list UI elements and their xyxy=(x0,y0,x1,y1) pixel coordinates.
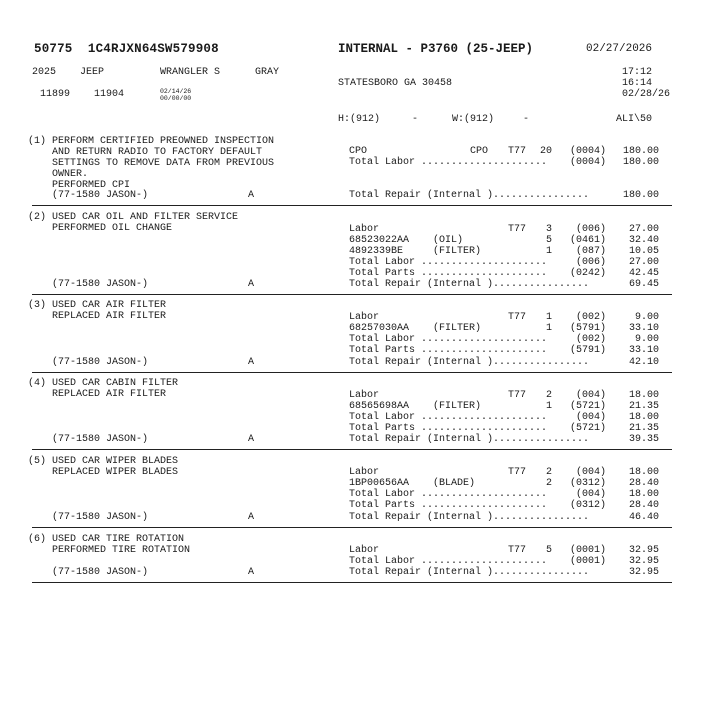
job-description-line: USED CAR CABIN FILTER xyxy=(52,378,179,389)
job-number: (5) xyxy=(28,456,47,467)
line-label: CPO xyxy=(349,146,368,157)
vehicle-make: JEEP xyxy=(80,67,105,78)
line-label: Total Parts ..................... xyxy=(349,268,548,279)
line-label: Labor xyxy=(349,467,380,478)
line-amount: 21.35 xyxy=(628,401,659,412)
section-divider xyxy=(32,294,672,295)
line-code: (0004) xyxy=(569,146,606,157)
line-description: (BLADE) xyxy=(433,478,476,489)
job-description-line: USED CAR TIRE ROTATION xyxy=(52,534,185,545)
job-description-line: REPLACED AIR FILTER xyxy=(52,389,167,400)
line-tech-code: T77 xyxy=(508,545,527,556)
line-label: Total Parts ..................... xyxy=(349,500,548,511)
line-code: (004) xyxy=(575,412,606,423)
line-amount: 33.10 xyxy=(628,345,659,356)
line-quantity: 2 xyxy=(545,478,552,489)
job-description-line: PERFORMED TIRE ROTATION xyxy=(52,545,191,556)
line-quantity: 3 xyxy=(545,224,552,235)
line-amount: 33.10 xyxy=(628,323,659,334)
line-quantity: 2 xyxy=(545,390,552,401)
line-amount: 180.00 xyxy=(622,146,659,157)
line-code: (0001) xyxy=(569,556,606,567)
line-amount: 27.00 xyxy=(628,224,659,235)
line-code: (006) xyxy=(575,224,606,235)
job-description-line: REPLACED AIR FILTER xyxy=(52,311,167,322)
home-phone-dash: - xyxy=(412,114,419,125)
job-technician: (77-1580 JASON-) xyxy=(52,434,149,445)
line-label: Total Parts ..................... xyxy=(349,423,548,434)
job-description-line: OWNER. xyxy=(52,169,89,180)
job-description-line: REPLACED WIPER BLADES xyxy=(52,467,179,478)
job-technician: (77-1580 JASON-) xyxy=(52,357,149,368)
line-label: 68565698AA xyxy=(349,401,410,412)
line-tech-code: T77 xyxy=(508,467,527,478)
job-technician: (77-1580 JASON-) xyxy=(52,567,149,578)
line-quantity: 5 xyxy=(545,235,552,246)
job-number: (3) xyxy=(28,300,47,311)
vin-line: 50775 1C4RJXN64SW579908 xyxy=(34,42,219,56)
line-code: (5721) xyxy=(569,401,606,412)
in-service-date: 02/14/26 xyxy=(160,88,192,95)
line-code: (002) xyxy=(575,312,606,323)
work-phone-dash: - xyxy=(523,114,530,125)
job-grade: A xyxy=(248,190,255,201)
customer-city: STATESBORO GA 30458 xyxy=(338,78,453,89)
line-amount: 18.00 xyxy=(628,489,659,500)
job-number: (1) xyxy=(28,136,47,147)
job-number: (6) xyxy=(28,534,47,545)
job-description-line: PERFORM CERTIFIED PREOWNED INSPECTION xyxy=(52,136,275,147)
line-tech-code: T77 xyxy=(508,390,527,401)
line-label: Total Labor ..................... xyxy=(349,412,548,423)
line-amount: 32.95 xyxy=(628,556,659,567)
section-divider xyxy=(32,449,672,450)
line-code: (087) xyxy=(575,246,606,257)
order-date: 02/27/2026 xyxy=(586,43,653,55)
job-description-line: PERFORMED OIL CHANGE xyxy=(52,223,173,234)
total-repair-label: Total Repair (Internal )................ xyxy=(349,567,590,578)
line-quantity: 2 xyxy=(545,467,552,478)
line-amount: 42.45 xyxy=(628,268,659,279)
line-code: (006) xyxy=(575,257,606,268)
line-amount: 28.40 xyxy=(628,478,659,489)
section-divider xyxy=(32,582,672,583)
line-amount: 18.00 xyxy=(628,390,659,401)
home-phone: H:(912) xyxy=(338,114,381,125)
line-label: 68257030AA xyxy=(349,323,410,334)
delivery-date: 00/00/00 xyxy=(160,95,192,102)
job-technician: (77-1580 JASON-) xyxy=(52,512,149,523)
job-grade: A xyxy=(248,434,255,445)
total-repair-amount: 39.35 xyxy=(628,434,659,445)
section-divider xyxy=(32,527,672,528)
job-description-line: PERFORMED CPI xyxy=(52,180,131,191)
total-repair-amount: 32.95 xyxy=(628,567,659,578)
line-amount: 32.95 xyxy=(628,545,659,556)
line-code: (5721) xyxy=(569,423,606,434)
job-number: (4) xyxy=(28,378,47,389)
job-grade: A xyxy=(248,357,255,368)
line-description: (FILTER) xyxy=(433,323,482,334)
line-tech-code: T77 xyxy=(508,146,527,157)
job-grade: A xyxy=(248,567,255,578)
line-tech-code: T77 xyxy=(508,312,527,323)
line-amount: 18.00 xyxy=(628,467,659,478)
line-label: 68523022AA xyxy=(349,235,410,246)
job-grade: A xyxy=(248,279,255,290)
line-description: (FILTER) xyxy=(433,401,482,412)
job-grade: A xyxy=(248,512,255,523)
vehicle-model: WRANGLER S xyxy=(160,67,221,78)
line-code: (0242) xyxy=(569,268,606,279)
total-repair-label: Total Repair (Internal )................ xyxy=(349,434,590,445)
total-repair-label: Total Repair (Internal )................ xyxy=(349,512,590,523)
line-code: (004) xyxy=(575,467,606,478)
time-open: 17:12 xyxy=(621,67,652,78)
promise-date: 02/28/26 xyxy=(621,89,670,100)
line-label: Labor xyxy=(349,390,380,401)
line-code: (0001) xyxy=(569,545,606,556)
total-repair-label: Total Repair (Internal )................ xyxy=(349,357,590,368)
line-description: (FILTER) xyxy=(433,246,482,257)
line-code: (004) xyxy=(575,489,606,500)
line-quantity: 5 xyxy=(545,545,552,556)
total-repair-label: Total Repair (Internal )................ xyxy=(349,190,590,201)
mileage-in: 11899 xyxy=(40,89,71,100)
line-code: (0004) xyxy=(569,157,606,168)
line-amount: 9.00 xyxy=(634,334,659,345)
total-repair-label: Total Repair (Internal )................ xyxy=(349,279,590,290)
line-code: (004) xyxy=(575,390,606,401)
line-label: 1BP00656AA xyxy=(349,478,410,489)
line-amount: 9.00 xyxy=(634,312,659,323)
line-amount: 32.40 xyxy=(628,235,659,246)
internal-order-title: INTERNAL - P3760 (25-JEEP) xyxy=(338,42,534,56)
line-quantity: 1 xyxy=(545,246,552,257)
work-phone: W:(912) xyxy=(452,114,495,125)
job-technician: (77-1580 JASON-) xyxy=(52,190,149,201)
line-label: Total Parts ..................... xyxy=(349,345,548,356)
line-label: 4892339BE xyxy=(349,246,404,257)
line-description: CPO xyxy=(470,146,489,157)
line-amount: 27.00 xyxy=(628,257,659,268)
line-label: Labor xyxy=(349,224,380,235)
line-code: (5791) xyxy=(569,345,606,356)
line-label: Total Labor ..................... xyxy=(349,334,548,345)
line-code: (002) xyxy=(575,334,606,345)
line-quantity: 1 xyxy=(545,323,552,334)
line-amount: 18.00 xyxy=(628,412,659,423)
line-quantity: 1 xyxy=(545,312,552,323)
job-technician: (77-1580 JASON-) xyxy=(52,279,149,290)
line-label: Total Labor ..................... xyxy=(349,257,548,268)
line-label: Total Labor ..................... xyxy=(349,556,548,567)
line-quantity: 1 xyxy=(545,401,552,412)
total-repair-amount: 42.10 xyxy=(628,357,659,368)
line-tech-code: T77 xyxy=(508,224,527,235)
line-code: (5791) xyxy=(569,323,606,334)
total-repair-amount: 46.40 xyxy=(628,512,659,523)
line-quantity: 20 xyxy=(539,146,552,157)
job-description-line: USED CAR OIL AND FILTER SERVICE xyxy=(52,212,239,223)
line-label: Labor xyxy=(349,545,380,556)
line-description: (OIL) xyxy=(433,235,464,246)
line-label: Total Labor ..................... xyxy=(349,157,548,168)
line-code: (0461) xyxy=(569,235,606,246)
vehicle-color: GRAY xyxy=(255,67,280,78)
line-code: (0312) xyxy=(569,478,606,489)
time-close: 16:14 xyxy=(621,78,652,89)
mileage-out: 11904 xyxy=(94,89,125,100)
job-description-line: USED CAR AIR FILTER xyxy=(52,300,167,311)
line-label: Total Labor ..................... xyxy=(349,489,548,500)
vehicle-year: 2025 xyxy=(32,67,57,78)
line-amount: 10.05 xyxy=(628,246,659,257)
job-description-line: SETTINGS TO REMOVE DATA FROM PREVIOUS xyxy=(52,158,275,169)
section-divider xyxy=(32,372,672,373)
line-amount: 180.00 xyxy=(622,157,659,168)
advisor-code: ALI\50 xyxy=(615,114,652,125)
total-repair-amount: 180.00 xyxy=(622,190,659,201)
line-amount: 21.35 xyxy=(628,423,659,434)
line-label: Labor xyxy=(349,312,380,323)
section-divider xyxy=(32,205,672,206)
line-code: (0312) xyxy=(569,500,606,511)
job-description-line: AND RETURN RADIO TO FACTORY DEFAULT xyxy=(52,147,263,158)
job-description-line: USED CAR WIPER BLADES xyxy=(52,456,179,467)
line-amount: 28.40 xyxy=(628,500,659,511)
job-number: (2) xyxy=(28,212,47,223)
total-repair-amount: 69.45 xyxy=(628,279,659,290)
